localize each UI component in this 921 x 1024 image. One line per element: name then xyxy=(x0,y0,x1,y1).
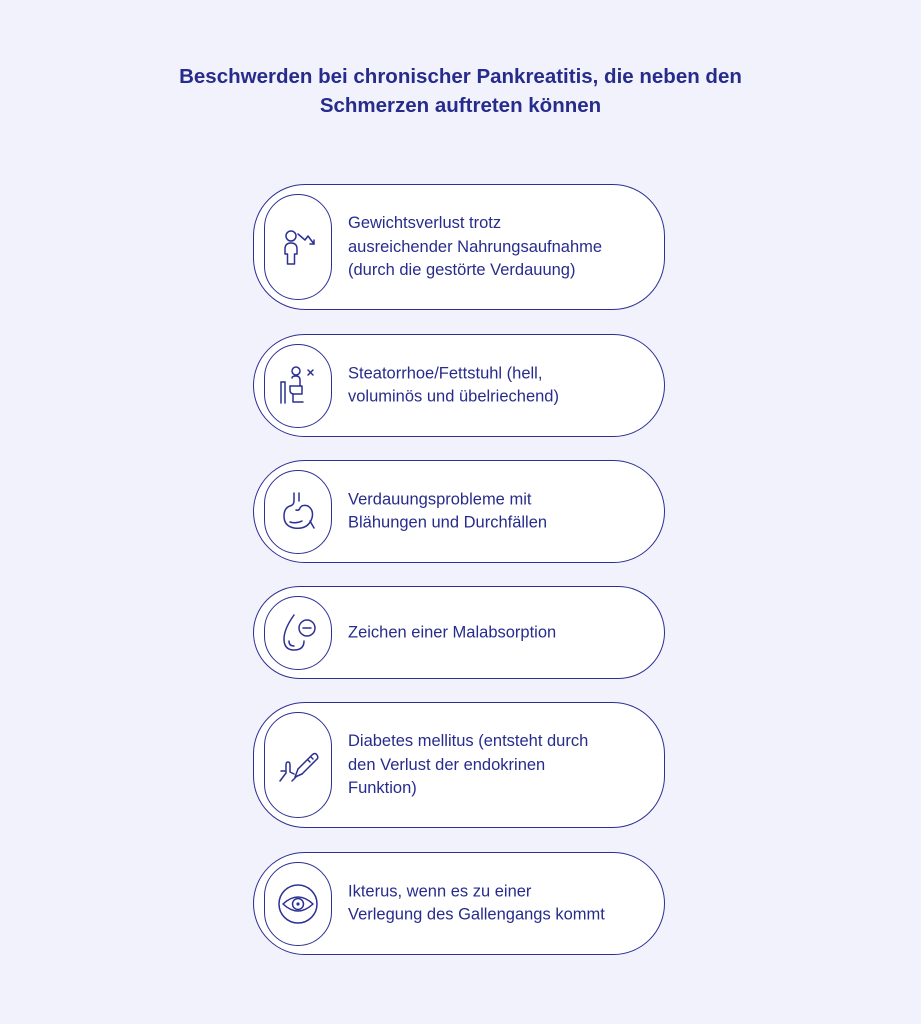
symptom-line: Funktion) xyxy=(348,778,417,797)
symptom-line: Verlegung des Gallengangs kommt xyxy=(348,905,605,924)
weight-loss-person-icon xyxy=(264,194,332,300)
symptom-line: voluminös und übelriechend) xyxy=(348,387,559,406)
symptom-line: Steatorrhoe/Fettstuhl (hell, xyxy=(348,364,543,382)
symptom-text-weight-loss xyxy=(348,212,650,283)
symptom-card-malabsorption xyxy=(253,586,665,679)
symptom-card-jaundice xyxy=(253,852,665,955)
symptom-line: Gewichtsverlust trotz xyxy=(348,213,502,232)
symptom-text-jaundice xyxy=(348,880,650,927)
eye-icon xyxy=(264,862,332,946)
drop-minus-icon xyxy=(264,596,332,670)
symptom-line: Blähungen und Durchfällen xyxy=(348,513,548,532)
page-title xyxy=(0,62,921,120)
symptom-line: (durch die gestörte Verdauung) xyxy=(348,260,576,279)
symptom-text-diabetes xyxy=(348,730,650,801)
symptom-text-malabsorption xyxy=(348,621,650,645)
symptom-card-digestion xyxy=(253,460,665,563)
toilet-person-icon xyxy=(264,344,332,428)
symptom-line: Verdauungsprobleme mit xyxy=(348,490,532,508)
symptom-line: Diabetes mellitus (entsteht durch xyxy=(348,731,589,750)
symptom-card-steatorrhea xyxy=(253,334,665,437)
symptom-card-diabetes xyxy=(253,702,665,828)
symptom-line: ausreichender Nahrungsaufnahme xyxy=(348,237,603,256)
symptom-text-digestion xyxy=(348,488,650,535)
symptom-line: Zeichen einer Malabsorption xyxy=(348,622,557,641)
symptom-text-steatorrhea xyxy=(348,362,650,409)
blood-glucose-finger-icon xyxy=(264,712,332,818)
stomach-icon xyxy=(264,470,332,554)
symptom-line: den Verlust der endokrinen xyxy=(348,755,546,774)
title-line-1: Beschwerden bei chronischer Pankreatitis, die neben den xyxy=(179,65,742,88)
symptom-card-weight-loss xyxy=(253,184,665,310)
symptom-line: Ikterus, wenn es zu einer xyxy=(348,882,532,900)
title-line-2: Schmerzen auftreten können xyxy=(319,94,602,117)
